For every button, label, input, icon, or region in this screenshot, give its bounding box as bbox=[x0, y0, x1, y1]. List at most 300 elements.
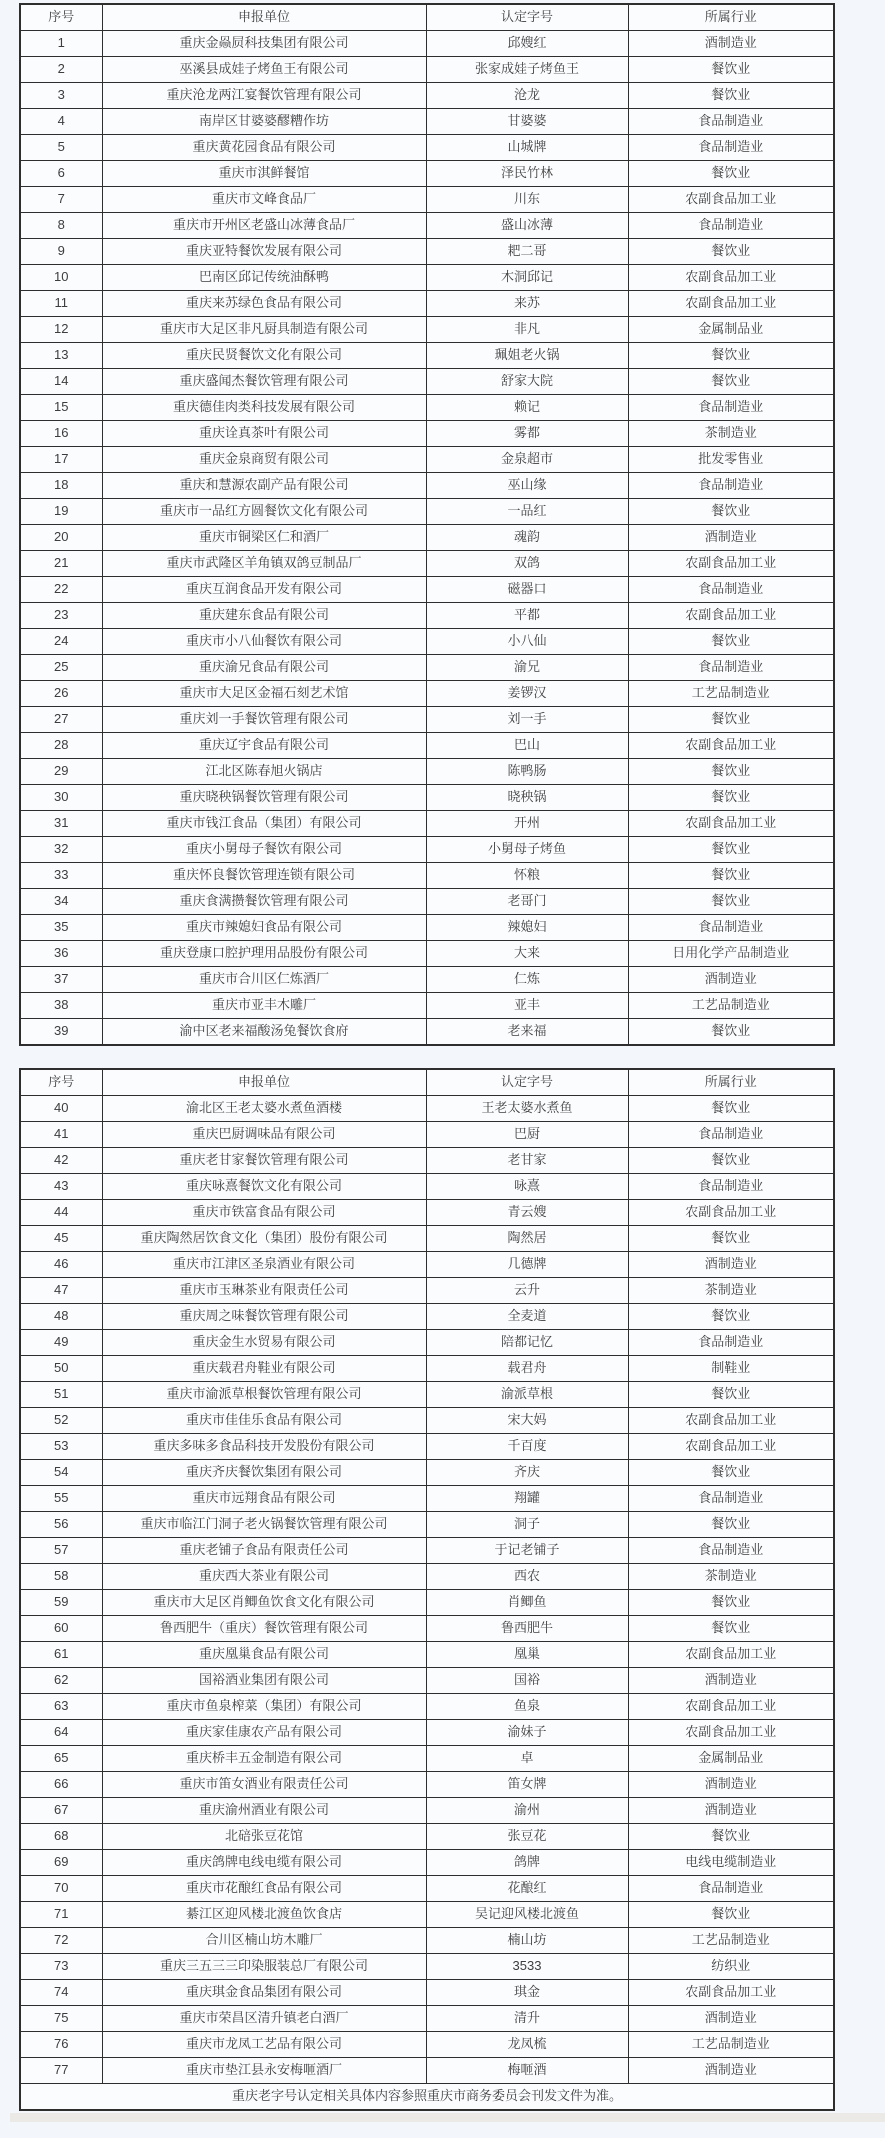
cell-company: 重庆市远翔食品有限公司 bbox=[102, 1486, 426, 1512]
cell-index: 43 bbox=[20, 1174, 102, 1200]
cell-company: 重庆市玉琳茶业有限责任公司 bbox=[102, 1278, 426, 1304]
cell-industry: 食品制造业 bbox=[628, 473, 834, 499]
cell-brand: 琪金 bbox=[426, 1980, 628, 2006]
cell-company: 重庆登康口腔护理用品股份有限公司 bbox=[102, 941, 426, 967]
table-row bbox=[20, 681, 834, 707]
cell-brand: 老甘家 bbox=[426, 1148, 628, 1174]
table-row bbox=[20, 1408, 834, 1434]
cell-brand: 山城牌 bbox=[426, 135, 628, 161]
table-row bbox=[20, 187, 834, 213]
cell-brand: 巫山缘 bbox=[426, 473, 628, 499]
cell-company: 重庆咏熹餐饮文化有限公司 bbox=[102, 1174, 426, 1200]
cell-industry: 农副食品加工业 bbox=[628, 1980, 834, 2006]
cell-company: 重庆家佳康农产品有限公司 bbox=[102, 1720, 426, 1746]
column-header-industry: 所属行业 bbox=[628, 4, 834, 31]
cell-brand: 磁器口 bbox=[426, 577, 628, 603]
table-row bbox=[20, 1538, 834, 1564]
cell-company: 重庆琪金食品集团有限公司 bbox=[102, 1980, 426, 2006]
cell-company: 渝中区老来福酸汤兔餐饮食府 bbox=[102, 1019, 426, 1046]
cell-index: 73 bbox=[20, 1954, 102, 1980]
cell-brand: 陪都记忆 bbox=[426, 1330, 628, 1356]
cell-industry: 餐饮业 bbox=[628, 161, 834, 187]
table-row bbox=[20, 577, 834, 603]
cell-index: 71 bbox=[20, 1902, 102, 1928]
cell-industry: 农副食品加工业 bbox=[628, 1694, 834, 1720]
cell-industry: 餐饮业 bbox=[628, 57, 834, 83]
cell-company: 綦江区迎风楼北渡鱼饮食店 bbox=[102, 1902, 426, 1928]
cell-index: 3 bbox=[20, 83, 102, 109]
cell-brand: 老来福 bbox=[426, 1019, 628, 1046]
cell-index: 23 bbox=[20, 603, 102, 629]
cell-index: 41 bbox=[20, 1122, 102, 1148]
cell-industry: 农副食品加工业 bbox=[628, 265, 834, 291]
table-row bbox=[20, 1902, 834, 1928]
cell-brand: 陶然居 bbox=[426, 1226, 628, 1252]
cell-industry: 农副食品加工业 bbox=[628, 187, 834, 213]
cell-brand: 梅咂酒 bbox=[426, 2058, 628, 2084]
cell-company: 重庆辽宇食品有限公司 bbox=[102, 733, 426, 759]
table-row bbox=[20, 1954, 834, 1980]
cell-brand: 渝妹子 bbox=[426, 1720, 628, 1746]
cell-brand: 齐庆 bbox=[426, 1460, 628, 1486]
cell-index: 54 bbox=[20, 1460, 102, 1486]
cell-index: 39 bbox=[20, 1019, 102, 1046]
cell-company: 重庆载君舟鞋业有限公司 bbox=[102, 1356, 426, 1382]
cell-industry: 餐饮业 bbox=[628, 863, 834, 889]
cell-company: 重庆亚特餐饮发展有限公司 bbox=[102, 239, 426, 265]
cell-index: 32 bbox=[20, 837, 102, 863]
cell-brand: 赖记 bbox=[426, 395, 628, 421]
table-1-body bbox=[20, 31, 834, 1046]
cell-industry: 酒制造业 bbox=[628, 1798, 834, 1824]
cell-company: 渝北区王老太婆水煮鱼酒楼 bbox=[102, 1096, 426, 1122]
cell-brand: 金泉超市 bbox=[426, 447, 628, 473]
cell-brand: 仁炼 bbox=[426, 967, 628, 993]
cell-industry: 农副食品加工业 bbox=[628, 1200, 834, 1226]
cell-industry: 食品制造业 bbox=[628, 655, 834, 681]
cell-industry: 食品制造业 bbox=[628, 395, 834, 421]
cell-brand: 龙凤梳 bbox=[426, 2032, 628, 2058]
cell-brand: 亚丰 bbox=[426, 993, 628, 1019]
table-row bbox=[20, 1356, 834, 1382]
cell-company: 重庆市大足区肖鲫鱼饮食文化有限公司 bbox=[102, 1590, 426, 1616]
cell-brand: 小八仙 bbox=[426, 629, 628, 655]
cell-company: 重庆市垫江县永安梅咂酒厂 bbox=[102, 2058, 426, 2084]
cell-brand: 洞子 bbox=[426, 1512, 628, 1538]
table-row bbox=[20, 1564, 834, 1590]
cell-brand: 肖鲫鱼 bbox=[426, 1590, 628, 1616]
cell-index: 50 bbox=[20, 1356, 102, 1382]
table-row bbox=[20, 1226, 834, 1252]
cell-company: 重庆凰巢食品有限公司 bbox=[102, 1642, 426, 1668]
cell-index: 59 bbox=[20, 1590, 102, 1616]
cell-index: 5 bbox=[20, 135, 102, 161]
table-row bbox=[20, 993, 834, 1019]
cell-industry: 餐饮业 bbox=[628, 369, 834, 395]
cell-company: 重庆市龙凤工艺品有限公司 bbox=[102, 2032, 426, 2058]
cell-industry: 食品制造业 bbox=[628, 109, 834, 135]
cell-company: 重庆和慧源农副产品有限公司 bbox=[102, 473, 426, 499]
table-row bbox=[20, 603, 834, 629]
cell-brand: 云升 bbox=[426, 1278, 628, 1304]
cell-company: 重庆食满攒餐饮管理有限公司 bbox=[102, 889, 426, 915]
cell-company: 重庆市铜梁区仁和酒厂 bbox=[102, 525, 426, 551]
table-row bbox=[20, 447, 834, 473]
cell-industry: 餐饮业 bbox=[628, 1304, 834, 1330]
cell-industry: 餐饮业 bbox=[628, 1096, 834, 1122]
cell-industry: 餐饮业 bbox=[628, 1019, 834, 1046]
cell-company: 重庆市开州区老盛山冰薄食品厂 bbox=[102, 213, 426, 239]
cell-industry: 农副食品加工业 bbox=[628, 1408, 834, 1434]
table-row bbox=[20, 1824, 834, 1850]
cell-company: 巴南区邱记传统油酥鸭 bbox=[102, 265, 426, 291]
cell-company: 重庆渝兄食品有限公司 bbox=[102, 655, 426, 681]
cell-index: 20 bbox=[20, 525, 102, 551]
cell-company: 重庆怀良餐饮管理连锁有限公司 bbox=[102, 863, 426, 889]
cell-industry: 餐饮业 bbox=[628, 1590, 834, 1616]
cell-brand: 青云嫂 bbox=[426, 1200, 628, 1226]
cell-company: 重庆市大足区非凡厨具制造有限公司 bbox=[102, 317, 426, 343]
table-row bbox=[20, 1278, 834, 1304]
cell-company: 重庆桥丰五金制造有限公司 bbox=[102, 1746, 426, 1772]
cell-brand: 来苏 bbox=[426, 291, 628, 317]
cell-industry: 餐饮业 bbox=[628, 707, 834, 733]
cell-brand: 咏熹 bbox=[426, 1174, 628, 1200]
cell-industry: 制鞋业 bbox=[628, 1356, 834, 1382]
cell-company: 重庆金生水贸易有限公司 bbox=[102, 1330, 426, 1356]
cell-index: 46 bbox=[20, 1252, 102, 1278]
cell-industry: 酒制造业 bbox=[628, 31, 834, 57]
cell-company: 重庆市文峰食品厂 bbox=[102, 187, 426, 213]
table-2-body bbox=[20, 1096, 834, 2111]
cell-company: 重庆三五三三印染服装总厂有限公司 bbox=[102, 1954, 426, 1980]
cell-industry: 工艺品制造业 bbox=[628, 1928, 834, 1954]
cell-industry: 酒制造业 bbox=[628, 1668, 834, 1694]
cell-brand: 王老太婆水煮鱼 bbox=[426, 1096, 628, 1122]
cell-industry: 工艺品制造业 bbox=[628, 681, 834, 707]
cell-industry: 餐饮业 bbox=[628, 759, 834, 785]
cell-brand: 盛山冰薄 bbox=[426, 213, 628, 239]
cell-company: 重庆金赑屃科技集团有限公司 bbox=[102, 31, 426, 57]
cell-brand: 珮姐老火锅 bbox=[426, 343, 628, 369]
cell-index: 55 bbox=[20, 1486, 102, 1512]
cell-index: 68 bbox=[20, 1824, 102, 1850]
cell-company: 重庆市小八仙餐饮有限公司 bbox=[102, 629, 426, 655]
cell-industry: 餐饮业 bbox=[628, 1616, 834, 1642]
table-row bbox=[20, 1720, 834, 1746]
table-row bbox=[20, 291, 834, 317]
table-row bbox=[20, 421, 834, 447]
cell-company: 重庆市大足区金福石刻艺术馆 bbox=[102, 681, 426, 707]
cell-brand: 凰巢 bbox=[426, 1642, 628, 1668]
cell-index: 77 bbox=[20, 2058, 102, 2084]
table-row bbox=[20, 889, 834, 915]
cell-brand: 辣媳妇 bbox=[426, 915, 628, 941]
cell-brand: 清升 bbox=[426, 2006, 628, 2032]
table-row bbox=[20, 1252, 834, 1278]
cell-brand: 国裕 bbox=[426, 1668, 628, 1694]
cell-industry: 农副食品加工业 bbox=[628, 1720, 834, 1746]
cell-industry: 餐饮业 bbox=[628, 83, 834, 109]
table-row bbox=[20, 317, 834, 343]
cell-brand: 非凡 bbox=[426, 317, 628, 343]
cell-company: 重庆德佳肉类科技发展有限公司 bbox=[102, 395, 426, 421]
cell-brand: 舒家大院 bbox=[426, 369, 628, 395]
table-row bbox=[20, 551, 834, 577]
cell-industry: 日用化学产品制造业 bbox=[628, 941, 834, 967]
cell-company: 重庆小舅母子餐饮有限公司 bbox=[102, 837, 426, 863]
cell-brand: 刘一手 bbox=[426, 707, 628, 733]
cell-index: 7 bbox=[20, 187, 102, 213]
cell-brand: 甘婆婆 bbox=[426, 109, 628, 135]
cell-industry: 餐饮业 bbox=[628, 1824, 834, 1850]
cell-company: 江北区陈春旭火锅店 bbox=[102, 759, 426, 785]
cell-brand: 晓秧锅 bbox=[426, 785, 628, 811]
cell-company: 重庆多味多食品科技开发股份有限公司 bbox=[102, 1434, 426, 1460]
table-row bbox=[20, 109, 834, 135]
table-row bbox=[20, 1512, 834, 1538]
cell-brand: 于记老铺子 bbox=[426, 1538, 628, 1564]
cell-industry: 工艺品制造业 bbox=[628, 993, 834, 1019]
cell-brand: 巴山 bbox=[426, 733, 628, 759]
column-header-brand: 认定字号 bbox=[426, 4, 628, 31]
table-row bbox=[20, 837, 834, 863]
table-row bbox=[20, 1304, 834, 1330]
table-row bbox=[20, 1928, 834, 1954]
table-row bbox=[20, 57, 834, 83]
cell-brand: 渝州 bbox=[426, 1798, 628, 1824]
table-row bbox=[20, 967, 834, 993]
cell-brand: 老哥门 bbox=[426, 889, 628, 915]
cell-company: 重庆市淇鲜餐馆 bbox=[102, 161, 426, 187]
cell-brand: 全麦道 bbox=[426, 1304, 628, 1330]
table-row bbox=[20, 395, 834, 421]
table-row bbox=[20, 707, 834, 733]
cell-industry: 食品制造业 bbox=[628, 1486, 834, 1512]
cell-index: 45 bbox=[20, 1226, 102, 1252]
cell-brand: 西农 bbox=[426, 1564, 628, 1590]
table-row bbox=[20, 1330, 834, 1356]
cell-index: 11 bbox=[20, 291, 102, 317]
table-row bbox=[20, 915, 834, 941]
cell-company: 合川区楠山坊木雕厂 bbox=[102, 1928, 426, 1954]
cell-brand: 平都 bbox=[426, 603, 628, 629]
cell-company: 重庆市江津区圣泉酒业有限公司 bbox=[102, 1252, 426, 1278]
cell-industry: 金属制品业 bbox=[628, 1746, 834, 1772]
cell-index: 26 bbox=[20, 681, 102, 707]
cell-company: 重庆西大茶业有限公司 bbox=[102, 1564, 426, 1590]
cell-index: 4 bbox=[20, 109, 102, 135]
cell-company: 重庆互润食品开发有限公司 bbox=[102, 577, 426, 603]
cell-index: 66 bbox=[20, 1772, 102, 1798]
table-row bbox=[20, 1746, 834, 1772]
cell-industry: 茶制造业 bbox=[628, 1564, 834, 1590]
cell-industry: 餐饮业 bbox=[628, 343, 834, 369]
cell-index: 56 bbox=[20, 1512, 102, 1538]
table-row bbox=[20, 369, 834, 395]
table-row bbox=[20, 1642, 834, 1668]
cell-company: 重庆齐庆餐饮集团有限公司 bbox=[102, 1460, 426, 1486]
cell-industry: 食品制造业 bbox=[628, 1876, 834, 1902]
table-row bbox=[20, 811, 834, 837]
cell-industry: 酒制造业 bbox=[628, 967, 834, 993]
cell-company: 重庆晓秧锅餐饮管理有限公司 bbox=[102, 785, 426, 811]
cell-company: 重庆陶然居饮食文化（集团）股份有限公司 bbox=[102, 1226, 426, 1252]
table-row bbox=[20, 1772, 834, 1798]
table-row bbox=[20, 1694, 834, 1720]
cell-brand: 巴厨 bbox=[426, 1122, 628, 1148]
column-header-brand: 认定字号 bbox=[426, 1069, 628, 1096]
table-row bbox=[20, 1460, 834, 1486]
cell-brand: 小舅母子烤鱼 bbox=[426, 837, 628, 863]
cell-index: 28 bbox=[20, 733, 102, 759]
cell-brand: 川东 bbox=[426, 187, 628, 213]
cell-index: 38 bbox=[20, 993, 102, 1019]
cell-brand: 3533 bbox=[426, 1954, 628, 1980]
cell-index: 33 bbox=[20, 863, 102, 889]
table-footer-row bbox=[20, 2084, 834, 2111]
cell-company: 重庆市合川区仁炼酒厂 bbox=[102, 967, 426, 993]
cell-company: 重庆金泉商贸有限公司 bbox=[102, 447, 426, 473]
cell-company: 重庆诠真茶叶有限公司 bbox=[102, 421, 426, 447]
cell-industry: 食品制造业 bbox=[628, 135, 834, 161]
cell-industry: 餐饮业 bbox=[628, 1148, 834, 1174]
cell-brand: 双鸽 bbox=[426, 551, 628, 577]
table-row bbox=[20, 759, 834, 785]
cell-company: 重庆老铺子食品有限责任公司 bbox=[102, 1538, 426, 1564]
cell-industry: 餐饮业 bbox=[628, 1460, 834, 1486]
cell-brand: 泽民竹林 bbox=[426, 161, 628, 187]
cell-brand: 渝派草根 bbox=[426, 1382, 628, 1408]
cell-brand: 鸽牌 bbox=[426, 1850, 628, 1876]
table-row bbox=[20, 525, 834, 551]
table-2-header bbox=[20, 1069, 834, 1096]
cell-index: 25 bbox=[20, 655, 102, 681]
cell-company: 重庆老甘家餐饮管理有限公司 bbox=[102, 1148, 426, 1174]
table-row bbox=[20, 1486, 834, 1512]
cell-brand: 木洞邱记 bbox=[426, 265, 628, 291]
table-row bbox=[20, 1096, 834, 1122]
cell-index: 53 bbox=[20, 1434, 102, 1460]
cell-index: 67 bbox=[20, 1798, 102, 1824]
cell-index: 27 bbox=[20, 707, 102, 733]
laozihao-table-part-2 bbox=[19, 1068, 835, 2111]
cell-index: 62 bbox=[20, 1668, 102, 1694]
cell-company: 巫溪县成娃子烤鱼王有限公司 bbox=[102, 57, 426, 83]
cell-brand: 邱嫂红 bbox=[426, 31, 628, 57]
cell-industry: 餐饮业 bbox=[628, 1382, 834, 1408]
cell-company: 南岸区甘婆婆醪糟作坊 bbox=[102, 109, 426, 135]
cell-industry: 农副食品加工业 bbox=[628, 603, 834, 629]
cell-industry: 金属制品业 bbox=[628, 317, 834, 343]
cell-index: 19 bbox=[20, 499, 102, 525]
cell-company: 重庆民贤餐饮文化有限公司 bbox=[102, 343, 426, 369]
cell-index: 21 bbox=[20, 551, 102, 577]
cell-company: 重庆市一品红方圆餐饮文化有限公司 bbox=[102, 499, 426, 525]
cell-brand: 张家成娃子烤鱼王 bbox=[426, 57, 628, 83]
header-row bbox=[20, 1069, 834, 1096]
cell-index: 13 bbox=[20, 343, 102, 369]
cell-brand: 载君舟 bbox=[426, 1356, 628, 1382]
cell-index: 52 bbox=[20, 1408, 102, 1434]
cell-company: 重庆市钱江食品（集团）有限公司 bbox=[102, 811, 426, 837]
cell-index: 65 bbox=[20, 1746, 102, 1772]
cell-company: 北碚张豆花馆 bbox=[102, 1824, 426, 1850]
cell-company: 重庆市亚丰木雕厂 bbox=[102, 993, 426, 1019]
cell-index: 60 bbox=[20, 1616, 102, 1642]
cell-brand: 大来 bbox=[426, 941, 628, 967]
cell-company: 重庆市武隆区羊角镇双鸽豆制品厂 bbox=[102, 551, 426, 577]
cell-index: 18 bbox=[20, 473, 102, 499]
cell-industry: 酒制造业 bbox=[628, 2058, 834, 2084]
cell-company: 重庆市鱼泉榨菜（集团）有限公司 bbox=[102, 1694, 426, 1720]
table-row bbox=[20, 629, 834, 655]
cell-index: 31 bbox=[20, 811, 102, 837]
cell-brand: 翔罐 bbox=[426, 1486, 628, 1512]
cell-brand: 陈鸭肠 bbox=[426, 759, 628, 785]
table-row bbox=[20, 2006, 834, 2032]
column-header-company: 申报单位 bbox=[102, 1069, 426, 1096]
cell-company: 国裕酒业集团有限公司 bbox=[102, 1668, 426, 1694]
cell-index: 34 bbox=[20, 889, 102, 915]
table-row bbox=[20, 1668, 834, 1694]
cell-industry: 餐饮业 bbox=[628, 629, 834, 655]
cell-industry: 酒制造业 bbox=[628, 1772, 834, 1798]
cell-index: 70 bbox=[20, 1876, 102, 1902]
table-row bbox=[20, 863, 834, 889]
cell-company: 重庆黄花园食品有限公司 bbox=[102, 135, 426, 161]
laozihao-table-part-1 bbox=[19, 3, 835, 1046]
table-row bbox=[20, 2032, 834, 2058]
cell-company: 重庆来苏绿色食品有限公司 bbox=[102, 291, 426, 317]
table-row bbox=[20, 1434, 834, 1460]
cell-index: 47 bbox=[20, 1278, 102, 1304]
table-row bbox=[20, 83, 834, 109]
cell-industry: 茶制造业 bbox=[628, 421, 834, 447]
cell-industry: 工艺品制造业 bbox=[628, 2032, 834, 2058]
cell-index: 10 bbox=[20, 265, 102, 291]
cell-industry: 餐饮业 bbox=[628, 1512, 834, 1538]
table-row bbox=[20, 655, 834, 681]
cell-industry: 茶制造业 bbox=[628, 1278, 834, 1304]
table-row bbox=[20, 1148, 834, 1174]
cell-company: 重庆市铁富食品有限公司 bbox=[102, 1200, 426, 1226]
cell-company: 重庆市临江门洞子老火锅餐饮管理有限公司 bbox=[102, 1512, 426, 1538]
cell-index: 30 bbox=[20, 785, 102, 811]
cell-industry: 酒制造业 bbox=[628, 1252, 834, 1278]
cell-industry: 食品制造业 bbox=[628, 1174, 834, 1200]
cell-company: 重庆巴厨调味品有限公司 bbox=[102, 1122, 426, 1148]
cell-company: 鲁西肥牛（重庆）餐饮管理有限公司 bbox=[102, 1616, 426, 1642]
cell-industry: 食品制造业 bbox=[628, 577, 834, 603]
cell-brand: 鲁西肥牛 bbox=[426, 1616, 628, 1642]
cell-brand: 耙二哥 bbox=[426, 239, 628, 265]
header-row bbox=[20, 4, 834, 31]
cell-index: 2 bbox=[20, 57, 102, 83]
table-row bbox=[20, 1590, 834, 1616]
cell-industry: 食品制造业 bbox=[628, 915, 834, 941]
cell-industry: 农副食品加工业 bbox=[628, 1434, 834, 1460]
cell-brand: 渝兄 bbox=[426, 655, 628, 681]
cell-company: 重庆市佳佳乐食品有限公司 bbox=[102, 1408, 426, 1434]
cell-index: 36 bbox=[20, 941, 102, 967]
cell-index: 29 bbox=[20, 759, 102, 785]
table-row bbox=[20, 1019, 834, 1046]
cell-industry: 农副食品加工业 bbox=[628, 1642, 834, 1668]
cell-index: 76 bbox=[20, 2032, 102, 2058]
cell-industry: 酒制造业 bbox=[628, 525, 834, 551]
cell-brand: 鱼泉 bbox=[426, 1694, 628, 1720]
